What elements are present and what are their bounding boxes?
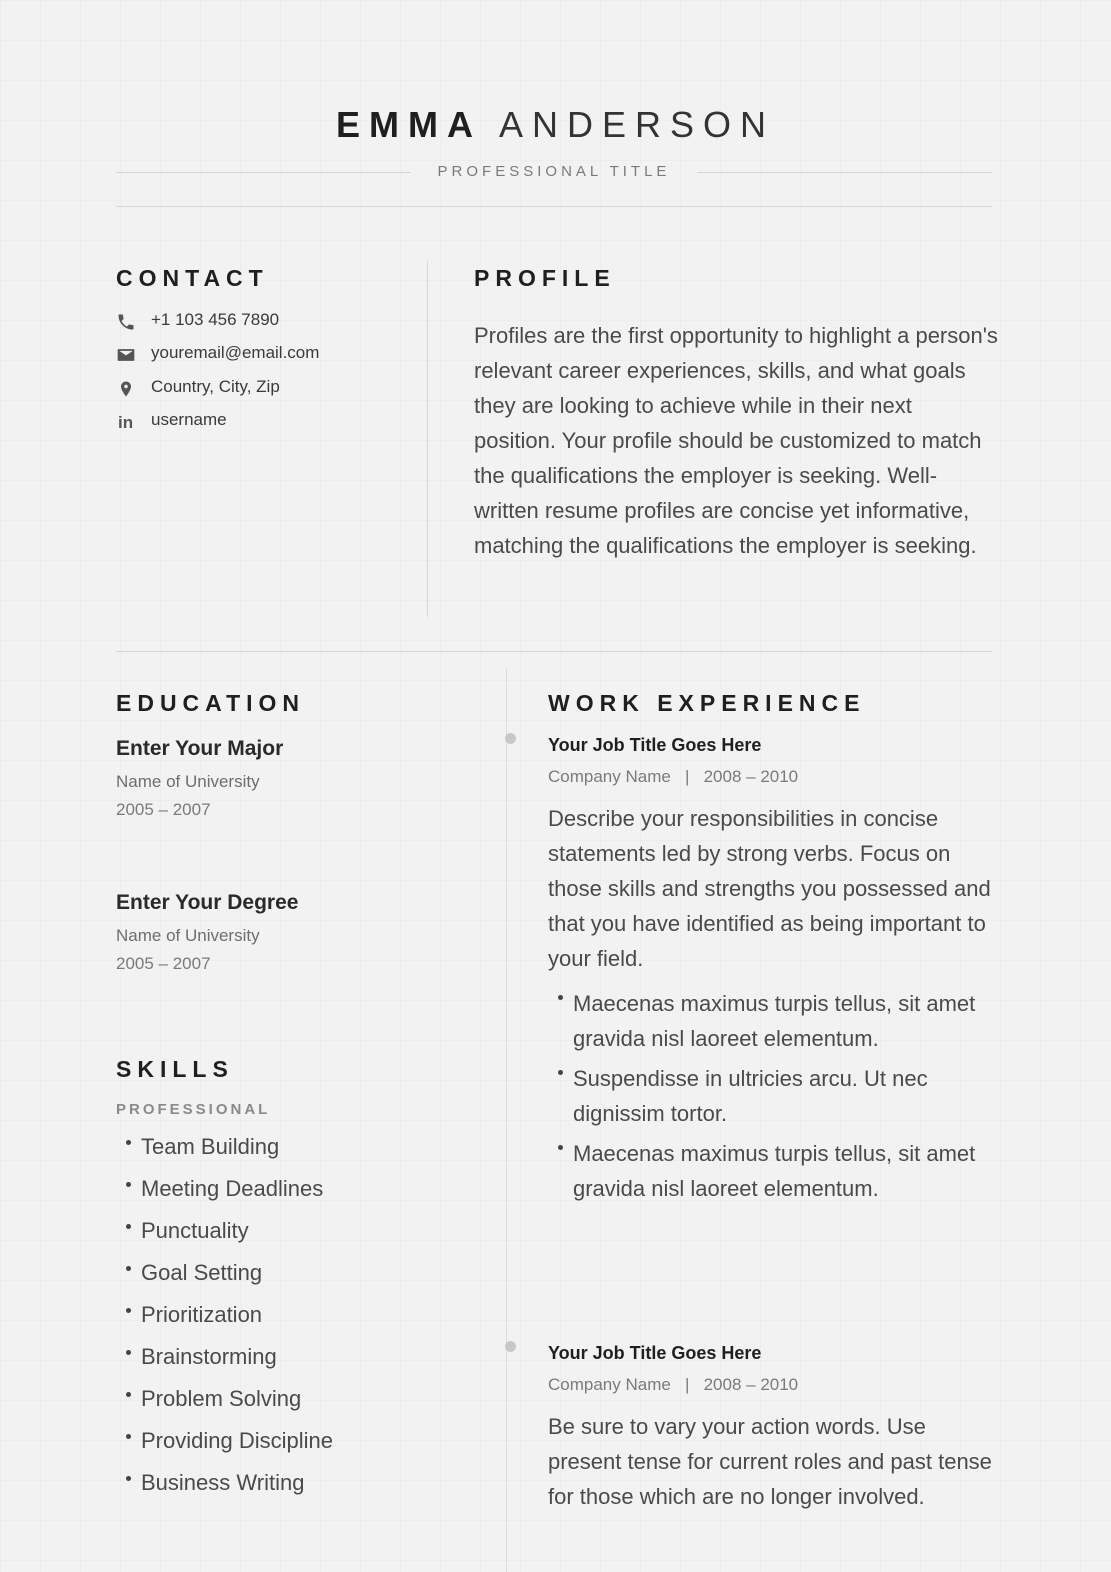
job-years: 2008 – 2010	[703, 767, 799, 786]
contact-linkedin	[116, 410, 406, 434]
education-school: Name of University	[116, 772, 260, 791]
skill-item: Brainstorming	[126, 1341, 333, 1383]
linkedin-icon: in	[118, 413, 134, 432]
timeline-dot	[505, 733, 516, 744]
job-bullets	[558, 986, 988, 1211]
company-name: Company Name	[548, 767, 671, 786]
profile-heading: PROFILE	[474, 265, 616, 291]
job-meta	[548, 1375, 798, 1395]
job-description: Be sure to vary your action words. Use present tense for current roles and past tense for those which are no longer involved.	[548, 1414, 992, 1509]
education-years: 2005 – 2007	[116, 800, 211, 819]
contact-phone	[116, 310, 406, 334]
skill-item: Meeting Deadlines	[126, 1173, 333, 1215]
education-school: Name of University	[116, 926, 260, 945]
last-name: ANDERSON	[498, 104, 776, 145]
location: Country, City, Zip	[151, 377, 280, 396]
location-pin-icon	[116, 379, 138, 401]
job-meta	[548, 767, 798, 787]
meta-separator: |	[685, 1375, 690, 1394]
skills-list	[126, 1131, 333, 1509]
contact-heading: CONTACT	[116, 265, 269, 291]
professional-title-row	[116, 163, 992, 183]
job-title: Your Job Title Goes Here	[548, 1343, 762, 1363]
skill-item: Punctuality	[126, 1215, 333, 1257]
section-divider	[116, 651, 992, 652]
contact-email	[116, 343, 406, 367]
header-divider	[116, 206, 992, 207]
skills-heading: SKILLS	[116, 1056, 234, 1082]
job-years: 2008 – 2010	[703, 1375, 799, 1394]
education-major: Enter Your Major	[116, 737, 284, 760]
email-icon	[116, 345, 138, 367]
timeline-line	[506, 668, 507, 1572]
skill-item: Providing Discipline	[126, 1425, 333, 1467]
skill-item: Problem Solving	[126, 1383, 333, 1425]
email-address: youremail@email.com	[151, 343, 320, 362]
job-title: Your Job Title Goes Here	[548, 735, 762, 755]
timeline-dot	[505, 1341, 516, 1352]
skill-item: Prioritization	[126, 1299, 333, 1341]
job-bullet: Suspendisse in ultricies arcu. Ut nec dignissim tortor.	[558, 1061, 988, 1131]
skill-item: Team Building	[126, 1131, 333, 1173]
job-bullet: Maecenas maximus turpis tellus, sit amet gravida nisl laoreet elementum.	[558, 986, 988, 1056]
work-experience-heading: WORK EXPERIENCE	[548, 690, 866, 716]
contact-location	[116, 377, 406, 401]
education-degree: Enter Your Degree	[116, 891, 299, 914]
skill-item: Goal Setting	[126, 1257, 333, 1299]
profile-summary: Profiles are the first opportunity to highlight a person's relevant career experiences, skills, and what goals they are looking to achieve while in their next position. Your profile should be customized to match the qualifications the employer is seeking. Well-written resume profiles are concise yet informative, matching the qualifications the employer is seeking.	[474, 323, 998, 558]
education-years: 2005 – 2007	[116, 954, 211, 973]
linkedin-username: username	[151, 410, 227, 429]
title-divider-right	[697, 172, 992, 173]
professional-title: PROFESSIONAL TITLE	[437, 163, 671, 180]
phone-icon	[116, 312, 138, 334]
job-description: Describe your responsibilities in concise statements led by strong verbs. Focus on those skills and strengths you possessed and that you have identified as being important to your field.	[548, 806, 991, 971]
meta-separator: |	[685, 767, 690, 786]
skill-item: Business Writing	[126, 1467, 333, 1509]
company-name: Company Name	[548, 1375, 671, 1394]
first-name: EMMA	[335, 104, 482, 145]
skills-subheading: PROFESSIONAL	[116, 1101, 271, 1118]
job-bullet: Maecenas maximus turpis tellus, sit amet gravida nisl laoreet elementum.	[558, 1136, 988, 1206]
contact-profile-divider	[427, 260, 428, 617]
education-heading: EDUCATION	[116, 690, 306, 716]
phone-number: +1 103 456 7890	[151, 310, 280, 329]
candidate-name	[0, 104, 1111, 146]
